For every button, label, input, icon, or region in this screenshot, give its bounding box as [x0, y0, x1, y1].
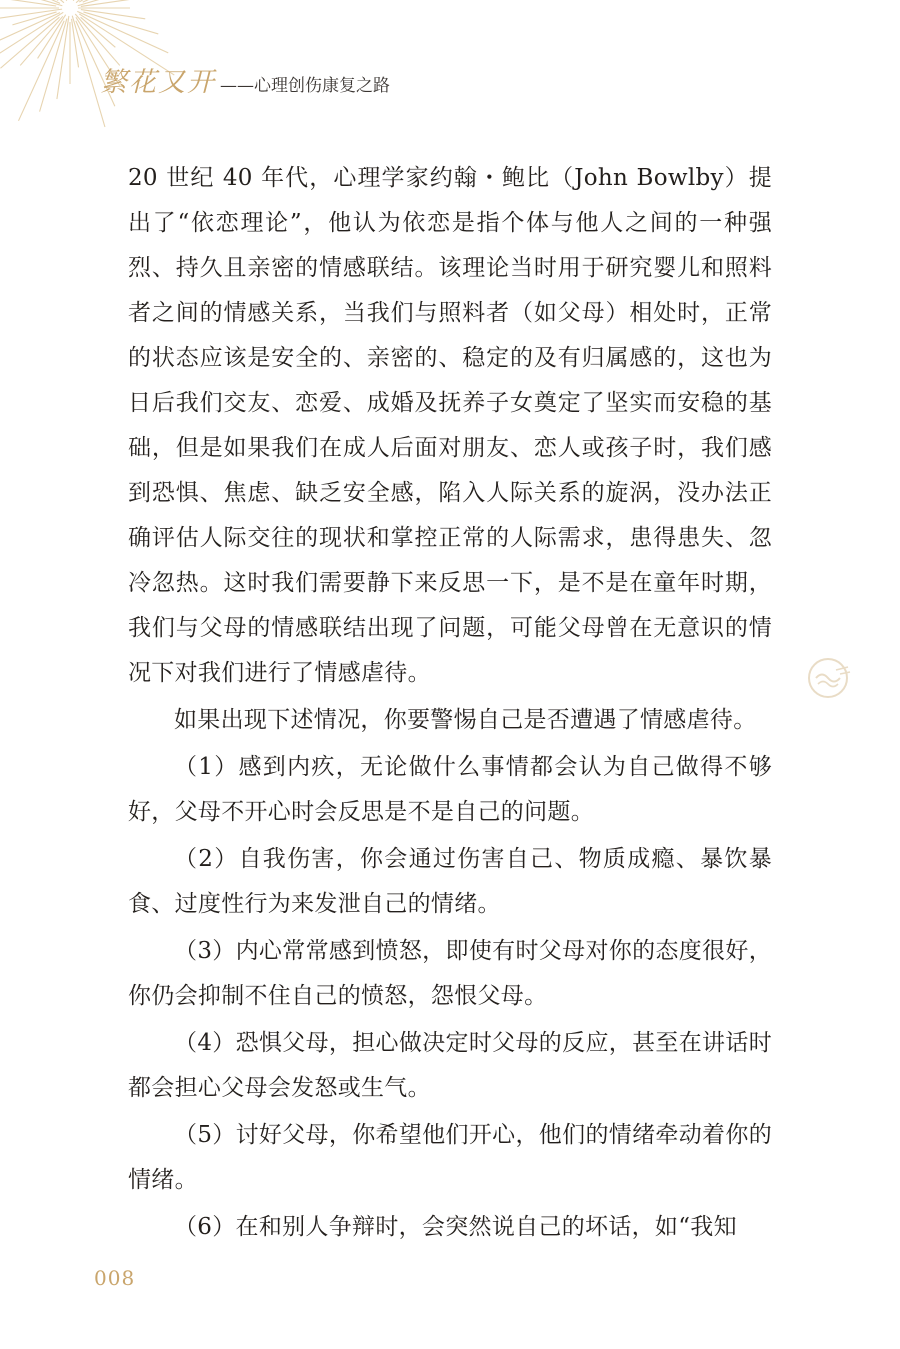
book-subtitle: ——心理创伤康复之路 — [220, 76, 390, 96]
running-header — [100, 60, 390, 99]
list-item-4: （4）恐惧父母，担心做决定时父母的反应，甚至在讲话时都会担心父母会发怒或生气。 — [128, 1030, 772, 1101]
list-item-3: （3）内心常常感到愤怒，即使有时父母对你的态度很好，你仍会抑制不住自己的愤怒，怨恨父母。 — [128, 938, 772, 1009]
paragraph-intro: 20 世纪 40 年代，心理学家约翰・鲍比（John Bowlby）提出了“依恋理论”，他认为依恋是指个体与他人之间的一种强烈、持久且亲密的情感联结。该理论当时用于研究婴儿和照料者之间的情感关系，当我们与照料者（如父母）相处时，正常的状态应该是安全的、亲密的、稳定的及有归属感的，这也为日后我们交友、恋爱、成婚及抚养子女奠定了坚实而安稳的基础，但是如果我们在成人后面对朋友、恋人或孩子时，我们感到恐惧、焦虑、缺乏安全感，陷入人际关系的旋涡，没办法正确评估人际交往的现状和掌控正常的人际需求，患得患失、忽冷忽热。这时我们需要静下来反思一下，是不是在童年时期，我们与父母的情感联结出现了问题，可能父母曾在无意识的情况下对我们进行了情感虐待。 — [128, 165, 772, 686]
main-text — [128, 156, 772, 1252]
book-title: 繁花又开 — [100, 67, 216, 98]
list-item-1: （1）感到内疚，无论做什么事情都会认为自己做得不够好，父母不开心时会反思是不是自己的问题。 — [128, 754, 772, 825]
page-number: 008 — [94, 1266, 136, 1290]
list-item-2: （2）自我伤害，你会通过伤害自己、物质成瘾、暴饮暴食、过度性行为来发泄自己的情绪。 — [128, 846, 772, 917]
paragraph-warning: 如果出现下述情况，你要警惕自己是否遭遇了情感虐待。 — [174, 707, 757, 733]
wave-emblem-icon — [806, 654, 854, 702]
list-item-5: （5）讨好父母，你希望他们开心，他们的情绪牵动着你的情绪。 — [128, 1122, 772, 1193]
list-item-6: （6）在和别人争辩时，会突然说自己的坏话，如“我知 — [174, 1214, 737, 1240]
